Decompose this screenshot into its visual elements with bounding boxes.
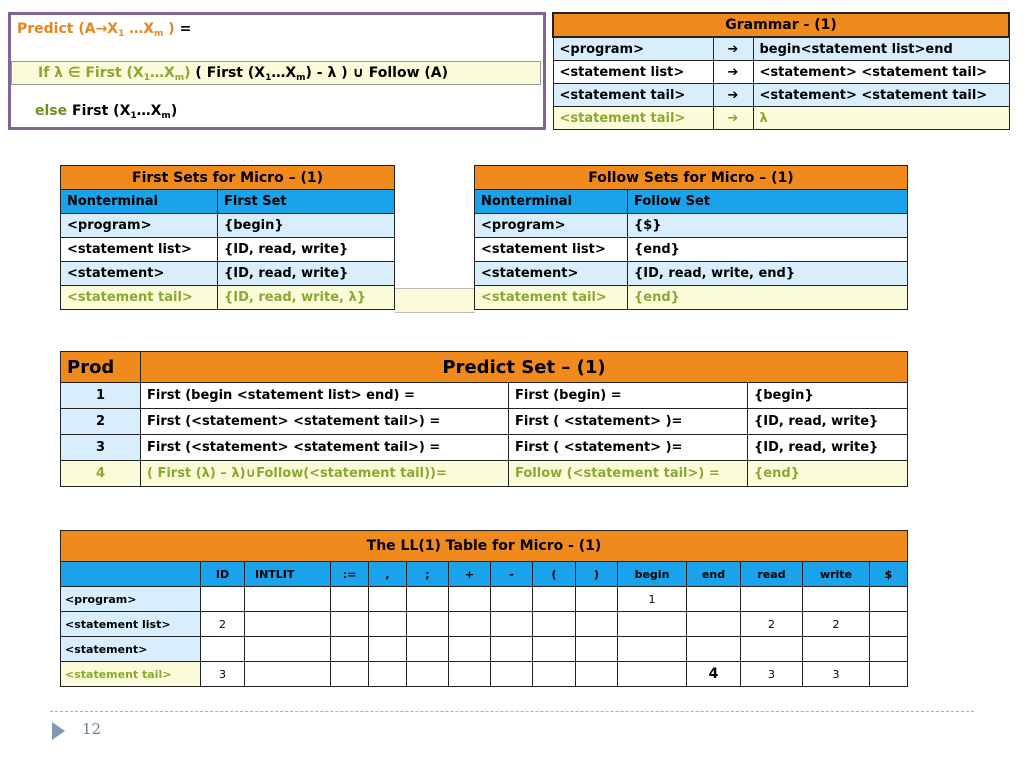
column-header: ( <box>533 562 576 587</box>
table-row: <statement> {ID, read, write} <box>61 262 395 286</box>
predict-formula-if-line: If λ ∈ First $(X_1\dots X_m)$ ( First $(X_1\dots X_m)$ - λ ) ∪ Follow (A) <box>11 61 541 85</box>
column-header: := <box>331 562 369 587</box>
ll1-table-title: The LL(1) Table for Micro - (1) <box>61 531 908 562</box>
column-header: INTLIT <box>245 562 331 587</box>
table-row: 2 First (<statement> <statement tail>) = First ( <statement> )= {ID, read, write} <box>61 409 908 435</box>
table-row: <program> {begin} <box>61 214 395 238</box>
predict-formula-box <box>8 12 546 130</box>
triangle-bullet-icon <box>52 722 65 740</box>
arrow-icon: ➔ <box>713 84 753 107</box>
table-row: <statement tail> {ID, read, write, λ} <box>61 286 395 310</box>
predict-set-table <box>60 351 908 487</box>
predict-formula-else-line: else First $(X_1\dots X_m)$ <box>35 103 178 121</box>
grammar-title: Grammar - (1) <box>553 13 1009 37</box>
column-header: Nonterminal <box>61 190 218 214</box>
grammar-row: <program> ➔ begin<statement list>end <box>553 37 1009 61</box>
column-header: ID <box>201 562 245 587</box>
if-keyword: If <box>38 65 50 81</box>
column-header: Nonterminal <box>475 190 628 214</box>
follow-sets-table <box>474 165 908 310</box>
table-row: <statement> <box>61 637 908 662</box>
grammar-table <box>552 12 1010 130</box>
column-header-blank <box>61 562 201 587</box>
ll1-header-row <box>61 562 908 587</box>
column-header: write <box>803 562 870 587</box>
table-row: <statement list> {ID, read, write} <box>61 238 395 262</box>
else-keyword: else <box>35 103 68 119</box>
column-header: Follow Set <box>628 190 908 214</box>
first-sets-title: First Sets for Micro – (1) <box>61 166 395 190</box>
table-row: 4 ( First (λ) – λ)∪Follow(<statement tail))= Follow (<statement tail>) = {end} <box>61 461 908 487</box>
column-header: read <box>741 562 803 587</box>
column-header: Prod <box>61 352 141 383</box>
column-header: Predict Set – (1) <box>141 352 908 383</box>
arrow-icon: ➔ <box>713 107 753 130</box>
table-row: <statement list> {end} <box>475 238 908 262</box>
column-header: + <box>449 562 491 587</box>
column-header: First Set <box>218 190 395 214</box>
statement-tail-highlight-band <box>395 288 475 313</box>
column-header: ) <box>576 562 618 587</box>
table-row: <statement tail> 3 4 3 3 <box>61 662 908 687</box>
table-row: <statement tail> {end} <box>475 286 908 310</box>
column-header: end <box>687 562 741 587</box>
column-header: , <box>369 562 407 587</box>
ll1-parse-table <box>60 530 908 687</box>
table-row: 3 First (<statement> <statement tail>) = First ( <statement> )= {ID, read, write} <box>61 435 908 461</box>
table-row: <statement> {ID, read, write, end} <box>475 262 908 286</box>
arrow-icon: ➔ <box>713 61 753 84</box>
grammar-row: <statement list> ➔ <statement> <statement tail> <box>553 61 1009 84</box>
column-header: ; <box>407 562 449 587</box>
table-row: <program> 1 <box>61 587 908 612</box>
follow-sets-title: Follow Sets for Micro – (1) <box>475 166 908 190</box>
column-header: begin <box>618 562 687 587</box>
grammar-row: <statement tail> ➔ <statement> <statement tail> <box>553 84 1009 107</box>
table-row: <program> {$} <box>475 214 908 238</box>
column-header: $ <box>870 562 908 587</box>
grammar-row: <statement tail> ➔ λ <box>553 107 1009 130</box>
predict-formula-title: Predict ($A\to X_1$ $\dots X_m$ ) = <box>17 21 192 39</box>
footer-divider <box>50 711 974 712</box>
first-sets-table <box>60 165 395 310</box>
column-header: - <box>491 562 533 587</box>
arrow-icon: ➔ <box>713 37 753 61</box>
table-row: 1 First (begin <statement list> end) = First (begin) = {begin} <box>61 383 908 409</box>
table-row: <statement list> 2 2 2 <box>61 612 908 637</box>
page-number: 12 <box>82 720 102 738</box>
